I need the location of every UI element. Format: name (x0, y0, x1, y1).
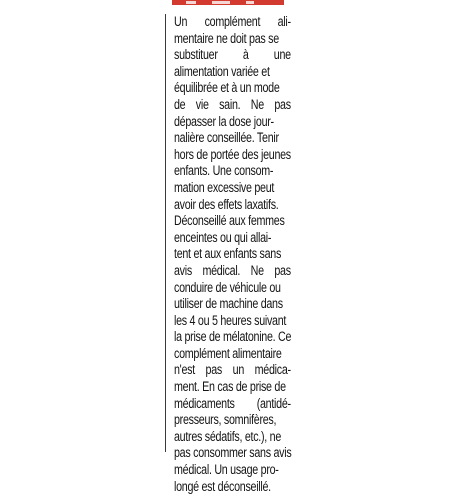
text-line: Un complément ali- (174, 14, 291, 29)
text-line: médical. Un usage pro- (174, 462, 279, 478)
text-line: alimentation variée et (174, 63, 270, 79)
band-dash (186, 1, 196, 4)
text-line: n'est pas un médica- (174, 362, 291, 378)
text-line: pas consommer sans avis (174, 445, 292, 461)
text-line: Déconseillé aux femmes (174, 213, 285, 229)
text-line: mation excessive peut (174, 179, 275, 195)
text-line: autres sédatifs, etc.), ne (174, 428, 282, 444)
text-line: enfants. Une consom- (174, 163, 274, 179)
text-line: de vie sain. Ne pas (174, 96, 291, 112)
top-red-band (172, 0, 284, 5)
text-line: enceintes ou qui allai- (174, 229, 272, 245)
text-line: tent et aux enfants sans (174, 246, 282, 262)
text-line: médicaments (antidé- (174, 395, 291, 411)
text-line: les 4 ou 5 heures suivant (174, 312, 287, 328)
text-line: la prise de mélatonine. Ce (174, 329, 292, 345)
text-line: dépasser la dose jour- (174, 113, 274, 129)
band-dash (212, 1, 230, 4)
text-line: ment. En cas de prise de (174, 379, 286, 395)
text-line: complément alimentaire (174, 345, 282, 361)
text-line: mentaire ne doit pas se (174, 30, 279, 46)
text-line: hors de portée des jeunes (174, 146, 291, 162)
warning-text-panel (165, 14, 293, 494)
band-dash (246, 1, 254, 4)
left-border-rule (165, 14, 166, 452)
text-line: avis médical. Ne pas (174, 262, 291, 278)
text-line: substituer à une (174, 47, 291, 63)
text-line: longé est déconseillé. (174, 478, 271, 494)
text-line: équilibrée et à un mode (174, 80, 280, 96)
warning-text-lines (174, 14, 292, 495)
text-line: utiliser de machine dans (174, 296, 283, 312)
text-line: conduire de véhicule ou (174, 279, 281, 295)
text-line: presseurs, somnifères, (174, 412, 277, 428)
text-line: avoir des effets laxatifs. (174, 196, 279, 212)
text-line: nalière conseillée. Tenir (174, 130, 279, 146)
